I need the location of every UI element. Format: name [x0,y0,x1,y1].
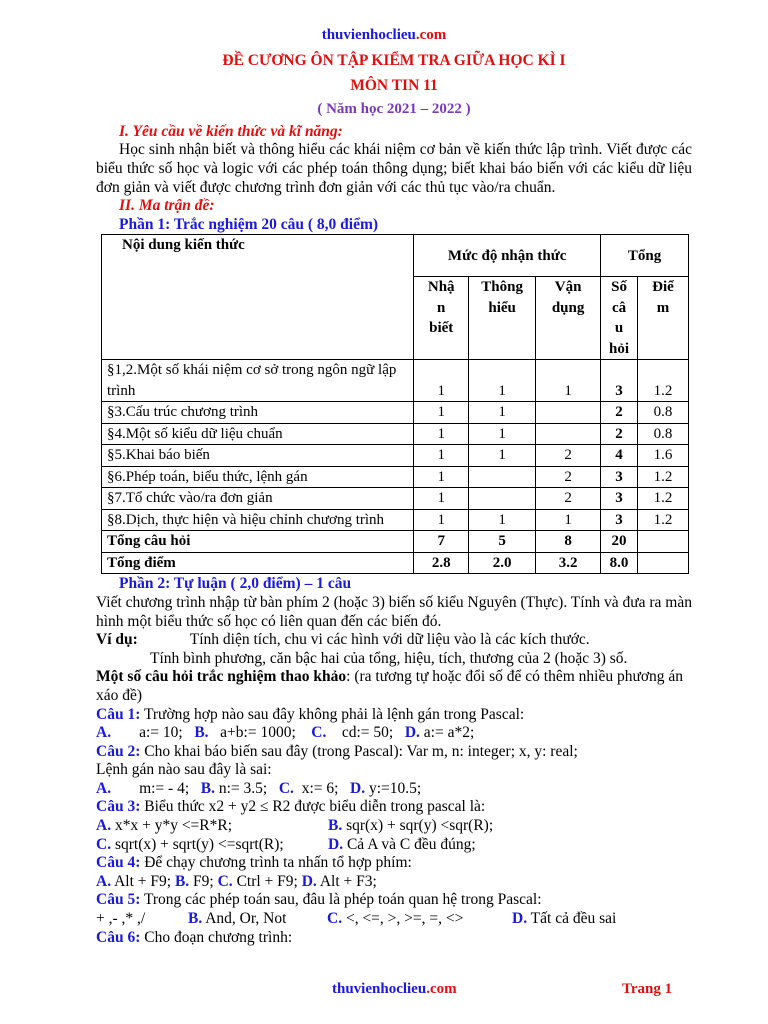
cell-sc: 3 [601,466,638,488]
cell-vd: 1 [536,360,601,402]
cell-vd: 2 [536,488,601,510]
cell-nb: 1 [414,488,469,510]
question-3: Câu 3: Biểu thức x2 + y2 ≤ R2 được biểu diễn trong pascal là: [96,798,486,816]
part2-heading: Phần 2: Tự luận ( 2,0 điểm) – 1 câu [119,575,352,593]
row-name: Tổng câu hỏi [102,531,414,553]
sample-note: : (ra tương tự hoặc đổi số để có thêm nhiều phương án xáo đề) [96,668,684,704]
col-header-diem: Điể m [638,277,689,360]
example-1: Tính diện tích, chu vi các hình với dữ liệu vào là các kích thước. [189,631,590,649]
cell-nb: 1 [414,509,469,531]
table-row [102,445,689,467]
cell-nb: 7 [414,531,469,553]
cell-vd: 3.2 [536,552,601,574]
cell-th: 2.0 [469,552,536,574]
sample-heading: Một số câu hỏi trắc nghiệm thao khảo [96,668,347,686]
doc-subject: MÔN TIN 11 [350,76,438,94]
cell-sc: 3 [601,360,638,402]
cell-sc: 2 [601,423,638,445]
cell-sc: 20 [601,531,638,553]
cell-nb: 2.8 [414,552,469,574]
cell-vd: 2 [536,466,601,488]
question-3-options-row1: A. x*x + y*y <=R*R; B. sqr(x) + sqr(y) <sqr(R); [96,817,494,835]
document-body [96,52,692,947]
site-tld: .com [415,27,447,43]
cell-sc: 8.0 [601,552,638,574]
cell-th: 1 [469,445,536,467]
doc-year: ( Năm học 2021 – 2022 ) [317,101,471,118]
example-2: Tính bình phương, căn bậc hai của tổng, hiệu, tích, thương của 2 (hoặc 3) số. [150,649,628,667]
cell-nb: 1 [414,466,469,488]
page-number: Trang 1 [622,981,673,997]
table-header-row [102,235,689,277]
cell-sc: 3 [601,488,638,510]
row-name: §1,2.Một số khái niệm cơ sở trong ngôn ngữ lập trình [102,360,414,402]
cell-vd [536,402,601,424]
cell-nb: 1 [414,445,469,467]
question-6: Câu 6: Cho đoạn chương trình: [96,928,293,946]
cell-vd: 1 [536,509,601,531]
col-header-nb: Nhậ n biết [414,277,469,360]
cell-d: 0.8 [638,402,689,424]
question-2-options: A. m:= - 4; B. n:= 3.5; C. x:= 6; D. y:=10.5; [96,779,422,797]
cell-sc: 2 [601,402,638,424]
table-row [102,360,689,402]
site-name: thuvienhoclieu [321,27,416,43]
cell-d [638,531,689,553]
table-total-points-row [102,552,689,574]
table-total-questions-row [102,531,689,553]
question-1-options: A. a:= 10; B. a+b:= 1000; C. cd:= 50; D. a:= a*2; [96,724,475,742]
cell-d [638,552,689,574]
row-name: §6.Phép toán, biểu thức, lệnh gán [102,466,414,488]
col-header-vd: Vận dụng [536,277,601,360]
col-header-total: Tổng [601,235,689,277]
cell-th: 1 [469,402,536,424]
cell-d: 1.2 [638,488,689,510]
sample-heading-block [96,668,692,705]
cell-th [469,488,536,510]
cell-d: 1.2 [638,466,689,488]
question-1: Câu 1: Trường hợp nào sau đây không phải là lệnh gán trong Pascal: [96,705,525,723]
question-4-options: A. Alt + F9; B. F9; C. Ctrl + F9; D. Alt + F3; [96,872,377,890]
cell-vd: 8 [536,531,601,553]
row-name: §7.Tổ chức vào/ra đơn giản [102,488,414,510]
cell-vd: 2 [536,445,601,467]
matrix-table [101,234,689,574]
table-row [102,466,689,488]
question-3-options-row2: C. sqrt(x) + sqrt(y) <=sqrt(R); D. Cả A và C đều đúng; [96,835,476,853]
row-name: §8.Dịch, thực hiện và hiệu chỉnh chương trình [102,509,414,531]
table-row [102,402,689,424]
cell-sc: 4 [601,445,638,467]
section1-text: Học sinh nhận biết và thông hiểu các khái niệm cơ bản về kiến thức lập trình. Viết được các biểu thức số học và logic với các phép toán thông dụng; biết khai báo biến với các kiểu dữ liệu đơn giản và viết được chương trình đơn giản với các thủ tục vào/ra chuẩn. [96,141,692,196]
cell-th: 1 [469,423,536,445]
question-5-options: + ,- ,* ,/ B. And, Or, Not C. <, <=, >, >=, =, <> D. Tất cả đều sai [96,910,617,928]
doc-title: ĐỀ CƯƠNG ÔN TẬP KIỂM TRA GIỮA HỌC KÌ I [222,52,566,69]
cell-d: 1.2 [638,360,689,402]
cell-th: 1 [469,360,536,402]
cell-nb: 1 [414,360,469,402]
part1-heading: Phần 1: Trắc nghiệm 20 câu ( 8,0 điểm) [119,215,379,233]
cell-vd [536,423,601,445]
section2-heading: II. Ma trận đề: [119,197,215,215]
example-line-1 [96,631,692,650]
table-row [102,423,689,445]
question-4: Câu 4: Để chạy chương trình ta nhấn tổ hợp phím: [96,854,412,872]
cell-th [469,466,536,488]
cell-nb: 1 [414,423,469,445]
col-header-th: Thông hiểu [469,277,536,360]
question-2: Câu 2: Cho khai báo biến sau đây (trong Pascal): Var m, n: integer; x, y: real; [96,742,578,760]
table-row [102,488,689,510]
cell-sc: 3 [601,509,638,531]
col-header-level: Mức độ nhận thức [414,235,601,277]
cell-d: 1.2 [638,509,689,531]
example-label: Ví dụ: [96,631,138,649]
row-name: §5.Khai báo biến [102,445,414,467]
footer-site-link[interactable]: thuvienhoclieu.com [332,981,457,997]
cell-d: 1.6 [638,445,689,467]
table-row [102,509,689,531]
section1-heading: I. Yêu cầu về kiến thức và kĩ năng: [119,122,343,140]
row-name: Tổng điểm [102,552,414,574]
col-header-content: Nội dung kiến thức [102,235,414,360]
question-2-text2: Lệnh gán nào sau đây là sai: [96,761,272,779]
row-name: §3.Cấu trúc chương trình [102,402,414,424]
cell-th: 5 [469,531,536,553]
cell-nb: 1 [414,402,469,424]
cell-th: 1 [469,509,536,531]
cell-d: 0.8 [638,423,689,445]
row-name: §4.Một số kiểu dữ liệu chuẩn [102,423,414,445]
col-header-socau: Số câ u hỏi [601,277,638,360]
part2-text: Viết chương trình nhập từ bàn phím 2 (hoặc 3) biến số kiểu Nguyên (Thực). Tính và đưa ra màn hình một biểu thức số học có liên quan đến các biến đó. [96,593,692,630]
header-site-link[interactable] [0,27,768,44]
question-5: Câu 5: Trong các phép toán sau, đâu là phép toán quan hệ trong Pascal: [96,891,542,909]
